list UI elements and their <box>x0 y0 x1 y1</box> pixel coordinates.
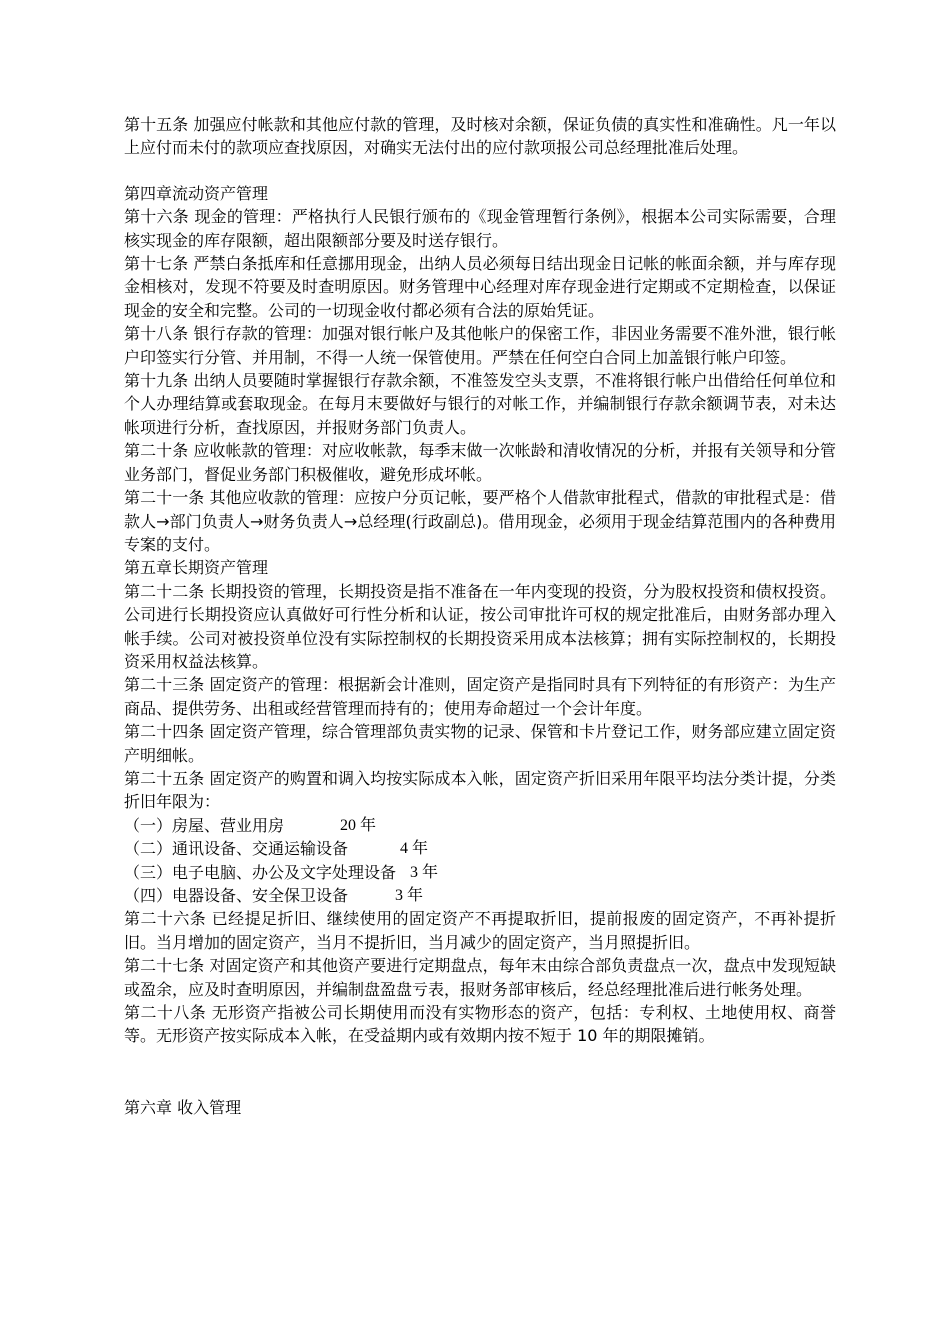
article-25: 第二十五条 固定资产的购置和调入均按实际成本入帐，固定资产折旧采用年限平均法分类计提，分类折旧年限为： <box>124 768 836 812</box>
depreciation-row <box>124 837 836 860</box>
depreciation-years: 20 年 <box>340 816 377 834</box>
depreciation-row <box>124 884 836 907</box>
depreciation-category: （三）电子电脑、办公及文字处理设备 <box>124 862 397 882</box>
article-17: 第十七条 严禁白条抵库和任意挪用现金，出纳人员必须每日结出现金日记帐的帐面余额，并与库存现金相核对，发现不符要及时查明原因。财务管理中心经理对库存现金进行定期或不定期检查，以保证现金的安全和完整。公司的一切现金收付都必须有合法的原始凭证。 <box>124 254 836 320</box>
article-18: 第十八条 银行存款的管理：加强对银行帐户及其他帐户的保密工作，非因业务需要不准外泄，银行帐户印签实行分管、并用制，不得一人统一保管使用。严禁在任何空白合同上加盖银行帐户印签。 <box>124 324 836 367</box>
depreciation-category: （一）房屋、营业用房 <box>124 815 285 835</box>
depreciation-category: （四）电器设备、安全保卫设备 <box>124 886 349 905</box>
depreciation-row <box>124 861 836 884</box>
article-27: 第二十七条 对固定资产和其他资产要进行定期盘点，每年末由综合部负责盘点一次，盘点中发现短缺或盈余，应及时查明原因，并编制盘盈盘亏表，报财务部审核后，经总经理批准后进行帐务处理。 <box>124 956 836 999</box>
depreciation-years: 3 年 <box>395 887 424 904</box>
article-20: 第二十条 应收帐款的管理：对应收帐款，每季末做一次帐龄和清收情况的分析，并报有关领导和分管业务部门，督促业务部门积极催收，避免形成坏帐。 <box>124 441 836 484</box>
article-24: 第二十四条 固定资产管理，综合管理部负责实物的记录、保管和卡片登记工作，财务部应建立固定资产明细帐。 <box>124 722 836 765</box>
article-28: 第二十八条 无形资产指被公司长期使用而没有实物形态的资产，包括：专利权、土地使用权、商誉等。无形资产按实际成本入帐，在受益期内或有效期内按不短于 10 年的期限摊销。 <box>124 1003 836 1046</box>
article-19: 第十九条 出纳人员要随时掌握银行存款余额，不准签发空头支票，不准将银行帐户出借给任何单位和个人办理结算或套取现金。在每月末要做好与银行的对帐工作，并编制银行存款余额调节表，对未达帐项进行分析，查找原因，并报财务部门负责人。 <box>124 371 836 437</box>
article-22: 第二十二条 长期投资的管理，长期投资是指不准备在一年内变现的投资，分为股权投资和债权投资。公司进行长期投资应认真做好可行性分析和认证，按公司审批许可权的规定批准后，由财务部办理入帐手续。公司对被投资单位没有实际控制权的长期投资采用成本法核算；拥有实际控制权的，长期投资采用权益法核算。 <box>124 581 836 671</box>
blank-lines <box>124 1048 836 1096</box>
article-23: 第二十三条 固定资产的管理：根据新会计准则，固定资产是指同时具有下列特征的有形资产：为生产商品、提供劳务、出租或经营管理而持有的；使用寿命超过一个会计年度。 <box>124 675 836 718</box>
chapter-6-title: 第六章 收入管理 <box>124 1097 242 1117</box>
chapter-4-title: 第四章流动资产管理 <box>124 183 269 203</box>
depreciation-row <box>124 814 836 837</box>
depreciation-category: （二）通讯设备、交通运输设备 <box>124 839 349 859</box>
article-16: 第十六条 现金的管理：严格执行人民银行颁布的《现金管理暂行条例》，根据本公司实际需要，合理核实现金的库存限额，超出限额部分要及时送存银行。 <box>124 207 836 250</box>
article-21: 第二十一条 其他应收款的管理：应按户分页记帐，要严格个人借款审批程式，借款的审批程式是：借款人→部门负责人→财务负责人→总经理(行政副总)。借用现金，必须用于现金结算范围内的各种费用专案的支付。 <box>124 488 836 554</box>
depreciation-years: 3 年 <box>410 863 439 881</box>
article-26: 第二十六条 已经提足折旧、继续使用的固定资产不再提取折旧，提前报废的固定资产，不再补提折旧。当月增加的固定资产，当月不提折旧，当月减少的固定资产，当月照提折旧。 <box>124 909 836 952</box>
blank-line <box>124 160 836 182</box>
chapter-5-title: 第五章长期资产管理 <box>124 558 269 578</box>
depreciation-years: 4 年 <box>400 840 429 858</box>
article-15: 第十五条 加强应付帐款和其他应付款的管理，及时核对余额，保证负债的真实性和准确性。凡一年以上应付而未付的款项应查找原因，对确实无法付出的应付款项报公司总经理批准后处理。 <box>124 115 836 158</box>
document-page <box>124 113 836 1119</box>
